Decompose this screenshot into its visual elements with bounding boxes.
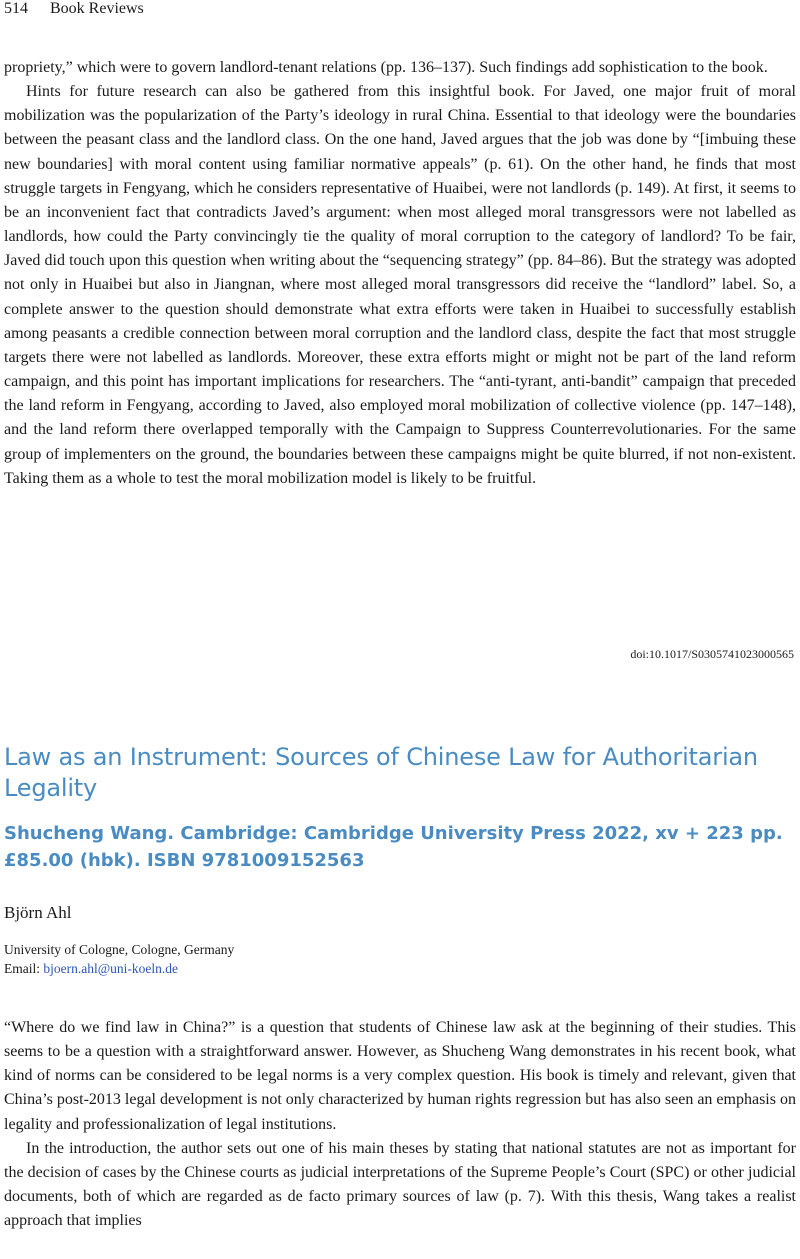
paragraph: “Where do we find law in China?” is a question that students of Chinese law ask at the beginning of their studies. This seems to be a question with a straightforward answer. However, as Shucheng Wang demonstrates in his recent book, what kind of norms can be considered to be legal norms is a very complex question. His book is timely and relevant, given that China’s post-2013 legal development is not only characterized by human rights regression but has also seen an emphasis on legality and professionalization of legal institutions. <box>4 1019 796 1133</box>
running-head-section: Book Reviews <box>50 0 144 17</box>
doi[interactable]: doi:10.1017/S0305741023000565 <box>630 647 794 661</box>
paragraph: propriety,” which were to govern landlord-tenant relations (pp. 136–137). Such findings add sophistication to the book. <box>4 59 768 76</box>
email-link[interactable]: bjoern.ahl@uni-koeln.de <box>43 961 179 976</box>
reviewer-name: Björn Ahl <box>4 903 72 922</box>
page-number: 514 <box>4 0 28 17</box>
previous-review-body <box>4 56 796 491</box>
book-citation: Shucheng Wang. Cambridge: Cambridge University Press 2022, xv + 223 pp. £85.00 (hbk). ISBN 9781009152563 <box>4 823 783 871</box>
reviewer-email-line <box>4 959 178 978</box>
reviewer-affiliation: University of Cologne, Cologne, Germany <box>4 942 235 957</box>
running-head <box>4 0 144 20</box>
review-body <box>4 1016 796 1233</box>
review-title: Law as an Instrument: Sources of Chinese Law for Authoritarian Legality <box>4 743 758 802</box>
email-label: Email: <box>4 961 40 976</box>
paragraph: Hints for future research can also be gathered from this insightful book. For Javed, one major fruit of moral mobilization was the popularization of the Party’s ideology in rural China. Essential to that ideology were the boundaries between the peasant class and the landlord class. On the one hand, Javed argues that the job was done by “[imbuing these new boundaries] with moral content using familiar normative appeals” (p. 61). On the other hand, he finds that most struggle targets in Fengyang, which he considers representative of Huaibei, were not landlords (p. 149). At first, it seems to be an inconvenient fact that contradicts Javed’s argument: when most alleged moral transgressors were not labelled as landlords, how could the Party convincingly tie the quality of moral corruption to the category of landlord? To be fair, Javed did touch upon this question when writing about the “sequencing strategy” (pp. 84–86). But the strategy was adopted not only in Huaibei but also in Jiangnan, where most alleged moral transgressors did receive the “landlord” label. So, a complete answer to the question should demonstrate what extra efforts were taken in Huaibei to successfully establish among peasants a credible connection between moral corruption and the landlord class, despite the fact that most struggle targets there were not labelled as landlords. Moreover, these extra efforts might or might not be part of the land reform campaign, and this point has important implications for researchers. The “anti-tyrant, anti-bandit” campaign that preceded the land reform in Fengyang, according to Javed, also employed moral mobilization of collective violence (pp. 147–148), and the land reform there overlapped temporally with the Campaign to Suppress Counterrevolutionaries. For the same group of implementers on the ground, the boundaries between these campaigns might be quite blurred, if not non-existent. Taking them as a whole to test the moral mobilization model is likely to be fruitful. <box>4 83 796 487</box>
paragraph: In the introduction, the author sets out one of his main theses by stating that national statutes are not as important for the decision of cases by the Chinese courts as judicial interpretations of the Supreme People’s Court (SPC) or other judicial documents, both of which are regarded as de facto primary sources of law (p. 7). With this thesis, Wang takes a realist approach that implies <box>4 1139 796 1230</box>
